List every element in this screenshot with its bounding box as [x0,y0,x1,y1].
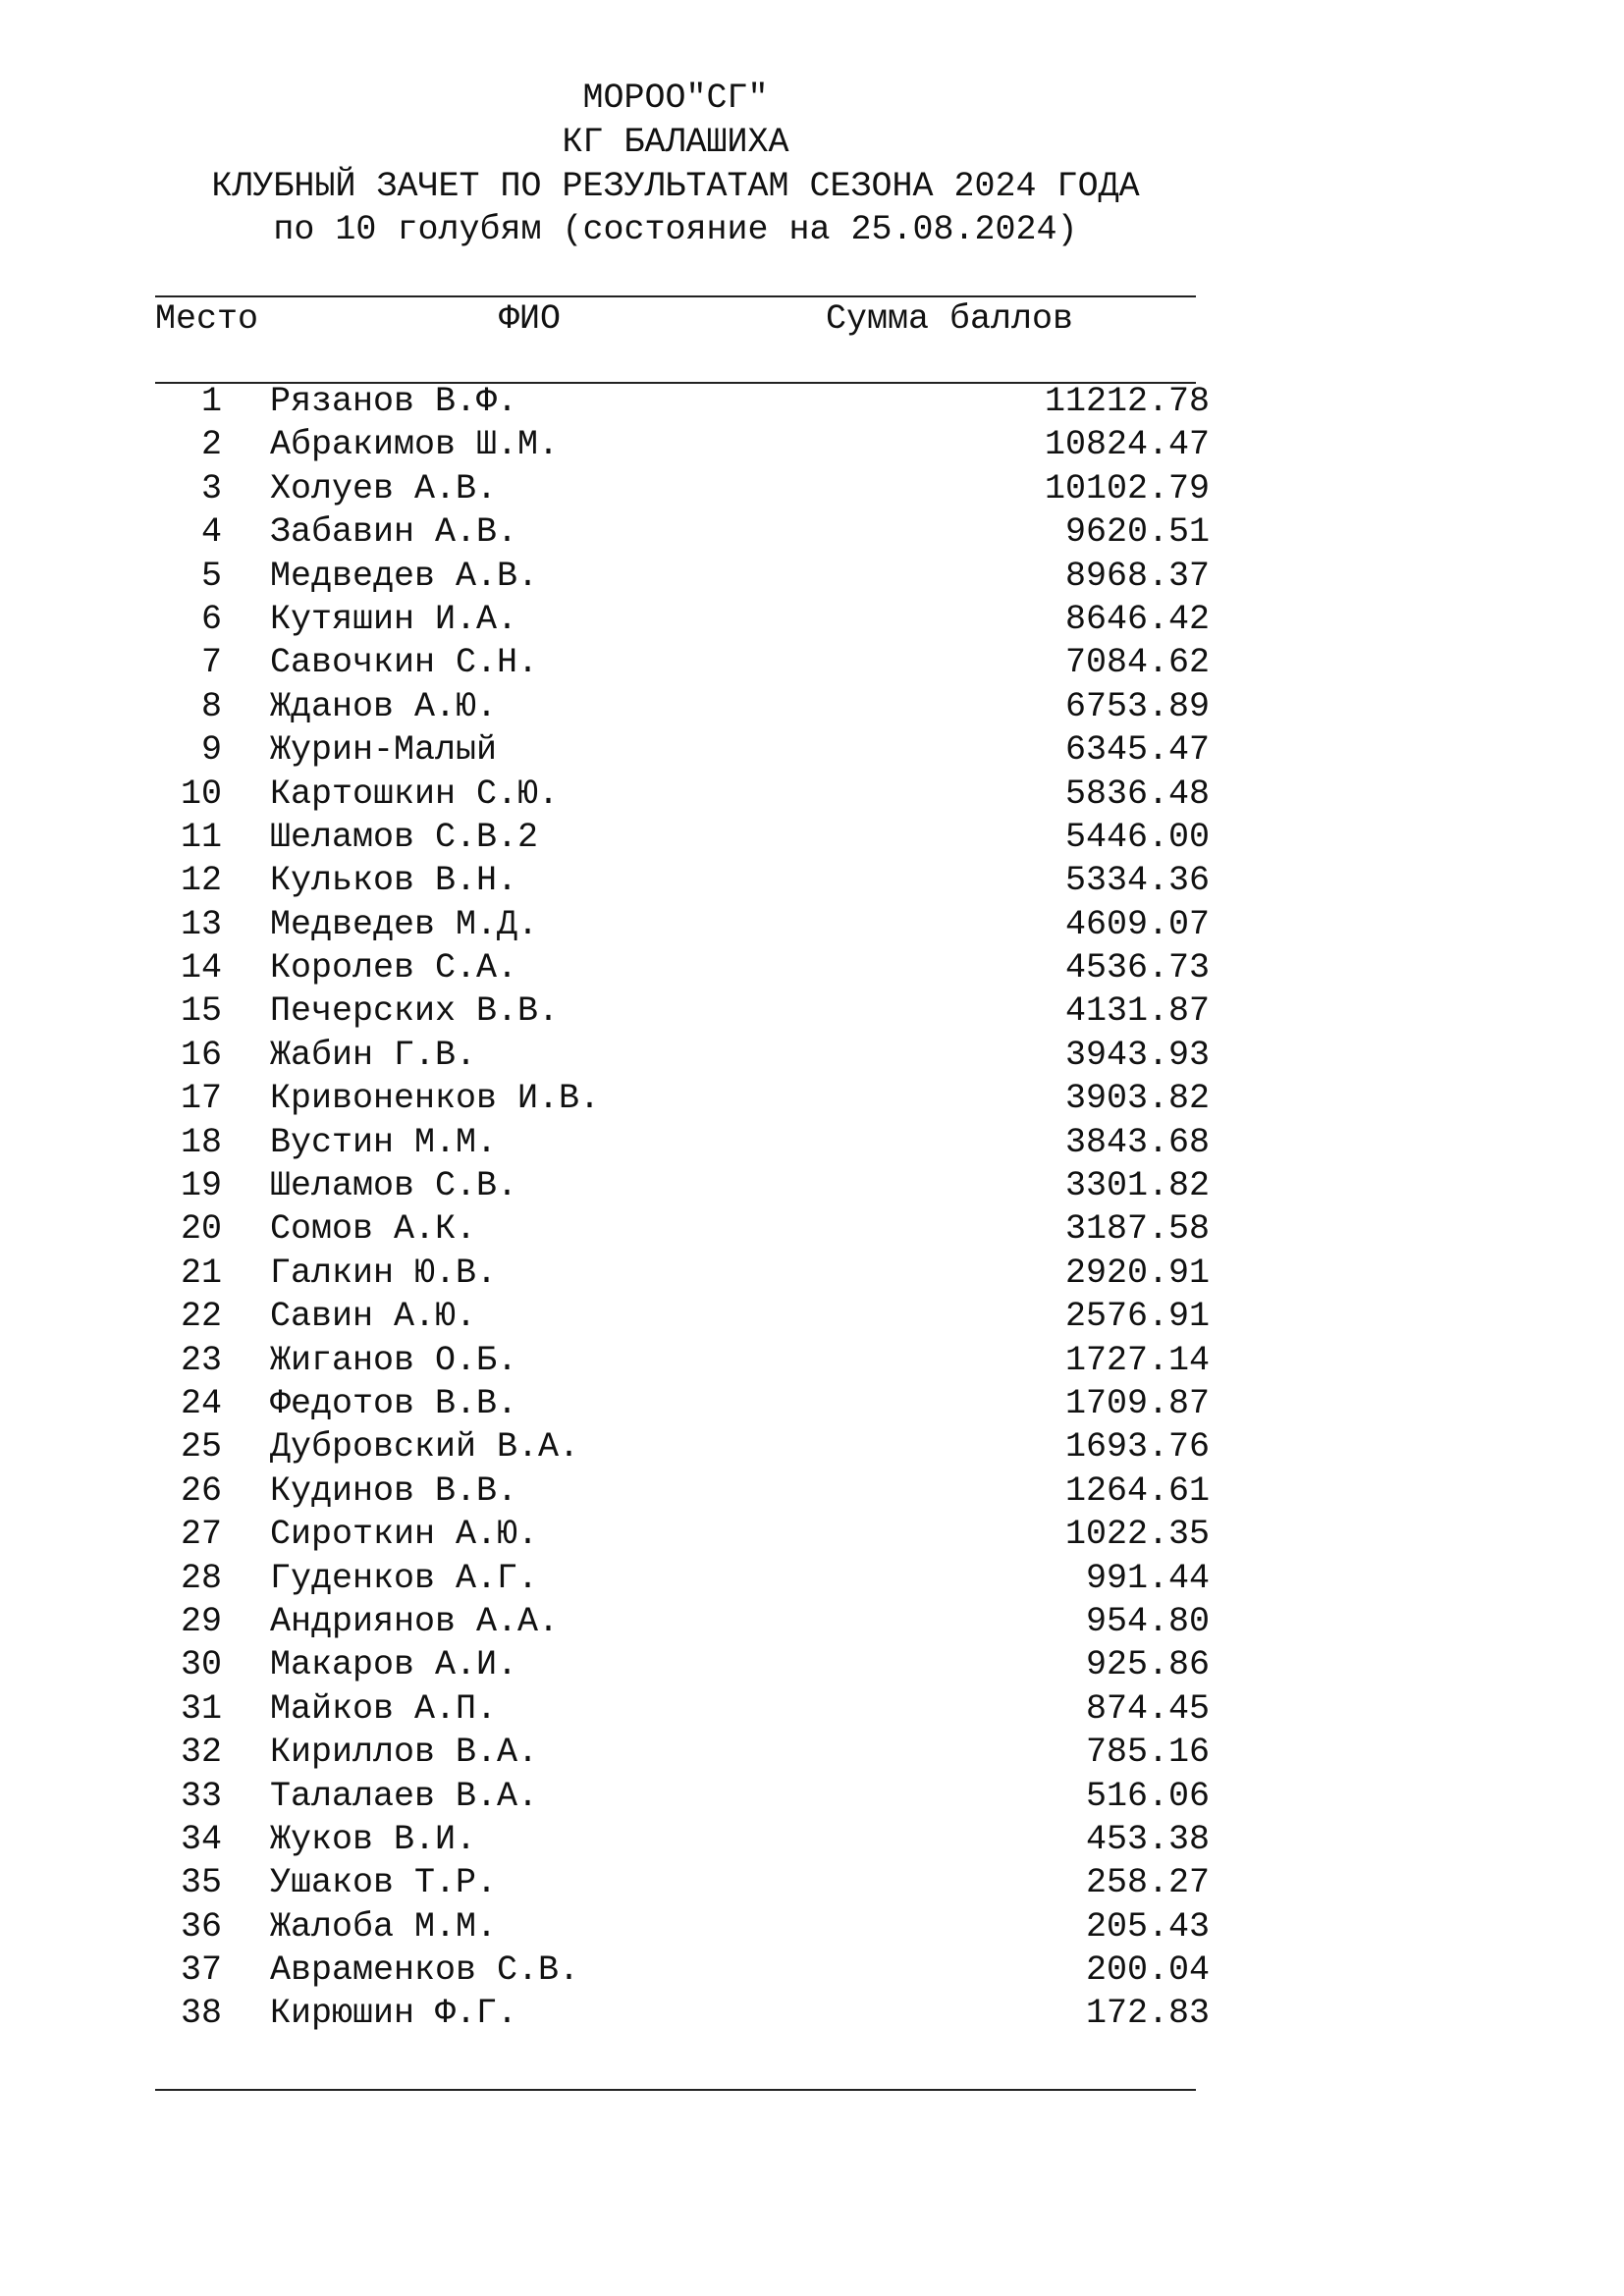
table-row [155,1949,1210,1992]
table-row [155,1077,1210,1120]
row-name: Савин А.Ю. [270,1297,477,1337]
row-name: Жабин Г.В. [270,1035,477,1075]
row-place: 31 [180,1688,222,1729]
row-place: 11 [180,817,222,857]
table-row [155,1295,1210,1338]
row-place: 7 [200,643,222,683]
table-row [155,1731,1210,1774]
row-place: 24 [180,1383,222,1423]
row-place: 1 [200,382,222,421]
row-score: 5334.36 [1064,861,1210,901]
row-place: 2 [200,425,222,465]
table-row [155,859,1210,902]
table-row [155,1382,1210,1425]
row-score: 925.86 [1085,1645,1210,1685]
row-score: 1727.14 [1064,1340,1210,1380]
row-score: 954.80 [1085,1601,1210,1641]
table-row [155,1121,1210,1164]
row-name: Жиганов О.Б. [270,1340,518,1380]
row-place: 36 [180,1906,222,1947]
row-score: 3943.93 [1064,1035,1210,1075]
row-place: 4 [200,512,222,553]
row-name: Королев С.А. [270,948,518,988]
row-score: 874.45 [1085,1688,1210,1729]
organization-title: МОРОО"СГ" [582,79,769,118]
row-name: Журин-Малый [270,730,498,771]
row-place: 3 [200,468,222,508]
table-row [155,1600,1210,1643]
table-row [155,1557,1210,1600]
row-name: Гуденков А.Г. [270,1558,539,1598]
table-row [155,1207,1210,1251]
row-name: Галкин Ю.В. [270,1253,498,1293]
report-title: КЛУБНЫЙ ЗАЧЕТ ПО РЕЗУЛЬТАТАМ СЕЗОНА 2024 ГОДА [211,167,1140,206]
table-row [155,989,1210,1033]
row-score: 11212.78 [1044,382,1210,421]
row-score: 1709.87 [1064,1383,1210,1423]
row-name: Савочкин С.Н. [270,643,539,683]
row-score: 4536.73 [1064,948,1210,988]
table-row [155,641,1210,684]
row-name: Жданов А.Ю. [270,686,498,726]
row-place: 35 [180,1863,222,1903]
table-row [155,1425,1210,1468]
row-name: Федотов В.В. [270,1383,518,1423]
report-subtitle: по 10 голубям (состояние на 25.08.2024) [273,210,1078,249]
row-name: Кутяшин И.А. [270,599,518,639]
row-score: 2920.91 [1064,1253,1210,1293]
row-score: 785.16 [1085,1733,1210,1773]
row-score: 200.04 [1085,1950,1210,1991]
table-row [155,423,1210,466]
table-row [155,598,1210,641]
row-name: Рязанов В.Ф. [270,382,518,421]
row-name: Вустин М.М. [270,1122,498,1162]
row-score: 2576.91 [1064,1297,1210,1337]
table-row [155,555,1210,598]
table-row [155,773,1210,816]
row-score: 8968.37 [1064,556,1210,596]
row-name: Абракимов Ш.М. [270,425,560,465]
row-score: 3301.82 [1064,1166,1210,1206]
row-place: 28 [180,1558,222,1598]
table-row [155,467,1210,510]
row-place: 8 [200,686,222,726]
row-name: Кудинов В.В. [270,1470,518,1511]
bottom-divider [155,2089,1196,2091]
table-row [155,816,1210,859]
row-name: Шеламов С.В.2 [270,817,539,857]
table-row [155,1992,1210,2035]
table-row [155,1861,1210,1904]
row-place: 26 [180,1470,222,1511]
row-place: 23 [180,1340,222,1380]
table-row [155,380,1210,423]
row-place: 12 [180,861,222,901]
row-name: Медведев М.Д. [270,904,539,944]
row-name: Кривоненков И.В. [270,1079,601,1119]
column-header-name: ФИО [499,299,562,339]
row-name: Картошкин С.Ю. [270,774,560,814]
row-place: 6 [200,599,222,639]
row-place: 9 [200,730,222,771]
column-header-place: Место [155,299,259,339]
row-score: 9620.51 [1064,512,1210,553]
row-score: 991.44 [1085,1558,1210,1598]
row-name: Макаров А.И. [270,1645,518,1685]
row-place: 29 [180,1601,222,1641]
table-row [155,1034,1210,1077]
row-place: 38 [180,1994,222,2034]
table-row [155,1643,1210,1686]
row-score: 10824.47 [1044,425,1210,465]
row-name: Талалаев В.А. [270,1776,539,1816]
table-row [155,1513,1210,1556]
club-title: КГ БАЛАШИХА [562,123,789,162]
table-row [155,1775,1210,1818]
row-score: 3903.82 [1064,1079,1210,1119]
table-row [155,1339,1210,1382]
row-score: 1022.35 [1064,1515,1210,1555]
row-place: 16 [180,1035,222,1075]
table-row [155,510,1210,554]
row-place: 18 [180,1122,222,1162]
row-name: Ушаков Т.Р. [270,1863,498,1903]
column-header-score: Сумма баллов [826,299,1074,339]
table-row [155,1818,1210,1861]
row-place: 19 [180,1166,222,1206]
row-name: Кульков В.Н. [270,861,518,901]
row-score: 453.38 [1085,1819,1210,1859]
row-score: 1264.61 [1064,1470,1210,1511]
row-place: 21 [180,1253,222,1293]
row-name: Забавин А.В. [270,512,518,553]
row-place: 22 [180,1297,222,1337]
table-row [155,1469,1210,1513]
row-place: 33 [180,1776,222,1816]
row-score: 205.43 [1085,1906,1210,1947]
row-score: 1693.76 [1064,1427,1210,1468]
row-score: 5836.48 [1064,774,1210,814]
row-score: 516.06 [1085,1776,1210,1816]
row-name: Кириллов В.А. [270,1733,539,1773]
row-score: 6345.47 [1064,730,1210,771]
row-name: Дубровский В.А. [270,1427,580,1468]
row-place: 15 [180,991,222,1032]
row-name: Шеламов С.В. [270,1166,518,1206]
table-row [155,1252,1210,1295]
row-name: Майков А.П. [270,1688,498,1729]
row-place: 14 [180,948,222,988]
row-place: 25 [180,1427,222,1468]
row-name: Кирюшин Ф.Г. [270,1994,518,2034]
row-name: Медведев А.В. [270,556,539,596]
results-table [155,380,1210,2036]
row-name: Холуев А.В. [270,468,498,508]
table-row [155,1905,1210,1949]
row-score: 5446.00 [1064,817,1210,857]
table-row [155,1164,1210,1207]
row-place: 30 [180,1645,222,1685]
table-row [155,685,1210,728]
row-place: 5 [200,556,222,596]
row-name: Жалоба М.М. [270,1906,498,1947]
row-score: 8646.42 [1064,599,1210,639]
row-place: 32 [180,1733,222,1773]
row-place: 34 [180,1819,222,1859]
row-score: 3843.68 [1064,1122,1210,1162]
row-score: 172.83 [1085,1994,1210,2034]
row-score: 258.27 [1085,1863,1210,1903]
row-name: Сироткин А.Ю. [270,1515,539,1555]
row-score: 10102.79 [1044,468,1210,508]
row-score: 4131.87 [1064,991,1210,1032]
row-name: Авраменков С.В. [270,1950,580,1991]
row-name: Андриянов А.А. [270,1601,560,1641]
row-score: 4609.07 [1064,904,1210,944]
row-name: Сомов А.К. [270,1209,477,1250]
row-place: 13 [180,904,222,944]
table-row [155,946,1210,989]
row-place: 10 [180,774,222,814]
table-row [155,728,1210,772]
row-score: 3187.58 [1064,1209,1210,1250]
row-place: 37 [180,1950,222,1991]
table-row [155,903,1210,946]
row-name: Жуков В.И. [270,1819,477,1859]
row-place: 20 [180,1209,222,1250]
row-place: 17 [180,1079,222,1119]
row-score: 6753.89 [1064,686,1210,726]
row-name: Печерских В.В. [270,991,560,1032]
row-place: 27 [180,1515,222,1555]
table-row [155,1687,1210,1731]
row-score: 7084.62 [1064,643,1210,683]
